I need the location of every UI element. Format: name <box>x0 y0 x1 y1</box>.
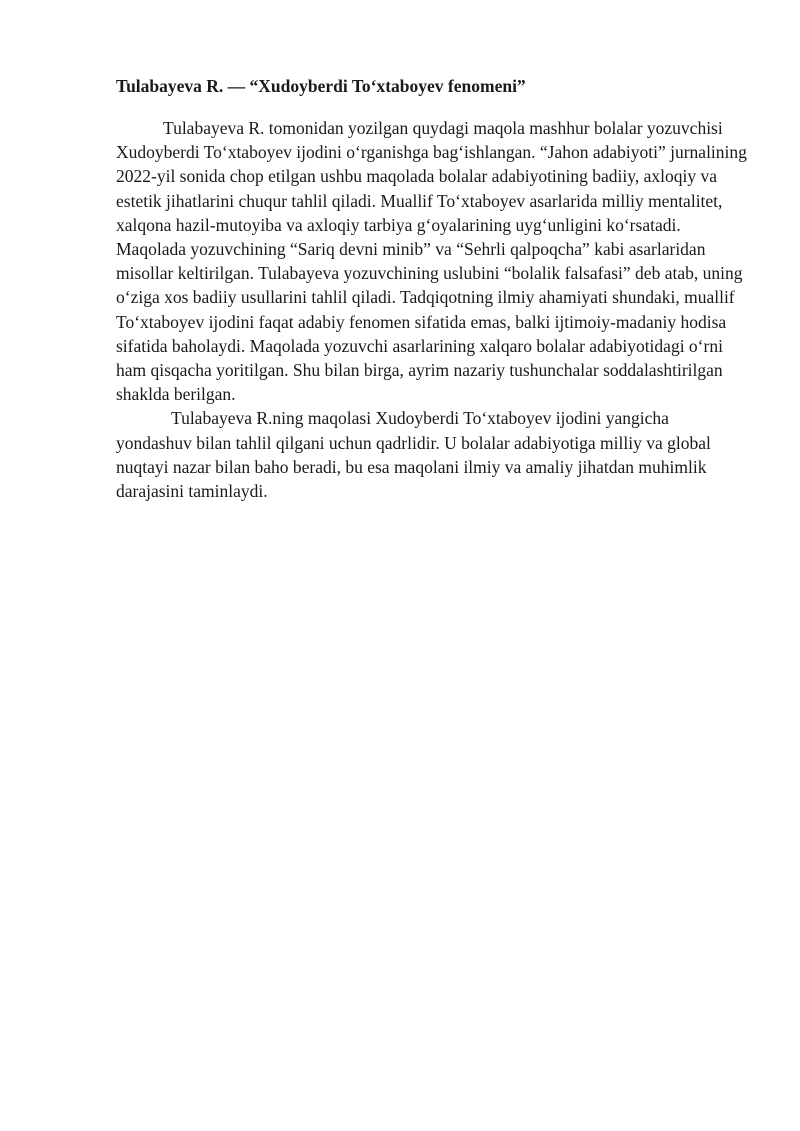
document-title: Tulabayeva R. — “Xudoyberdi To‘xtaboyev fenomeni” <box>116 76 526 96</box>
paragraph-1: Tulabayeva R. tomonidan yozilgan quydagi maqola mashhur bolalar yozuvchisi Xudoyberdi To‘xtaboyev ijodini o‘rganishga bag‘ishlangan. “Jahon adabiyoti” jurnalining 2022-yil sonida chop etilgan ushbu maqolada bolalar adabiyotining badiiy, axloqiy va estetik jihatlarini chuqur tahlil qiladi. Muallif To‘xtaboyev asarlarida milliy mentalitet, xalqona hazil-mutoyiba va axloqiy tarbiya g‘oyalarining uyg‘unligini ko‘rsatadi. Maqolada yozuvchining “Sariq devni minib” va “Sehrli qalpoqcha” kabi asarlaridan misollar keltirilgan. Tulabayeva yozuvchining uslubini “bolalik falsafasi” deb atab, uning o‘ziga xos badiiy usullarini tahlil qiladi. Tadqiqotning ilmiy ahamiyati shundaki, muallif To‘xtaboyev ijodini faqat adabiy fenomen sifatida emas, balki ijtimoiy-madaniy hodisa sifatida baholaydi. Maqolada yozuvchi asarlarining xalqaro bolalar adabiyotidagi o‘rni ham qisqacha yoritilgan. Shu bilan birga, ayrim nazariy tushunchalar soddalashtirilgan shaklda berilgan. <box>116 118 747 405</box>
paragraph-2: Tulabayeva R.ning maqolasi Xudoyberdi To‘xtaboyev ijodini yangicha yondashuv bilan tahlil qilgani uchun qadrlidir. U bolalar adabiyotiga milliy va global nuqtayi nazar bilan baho beradi, bu esa maqolani ilmiy va amaliy jihatdan muhimlik darajasini taminlaydi. <box>116 408 711 502</box>
document-body <box>116 74 748 503</box>
